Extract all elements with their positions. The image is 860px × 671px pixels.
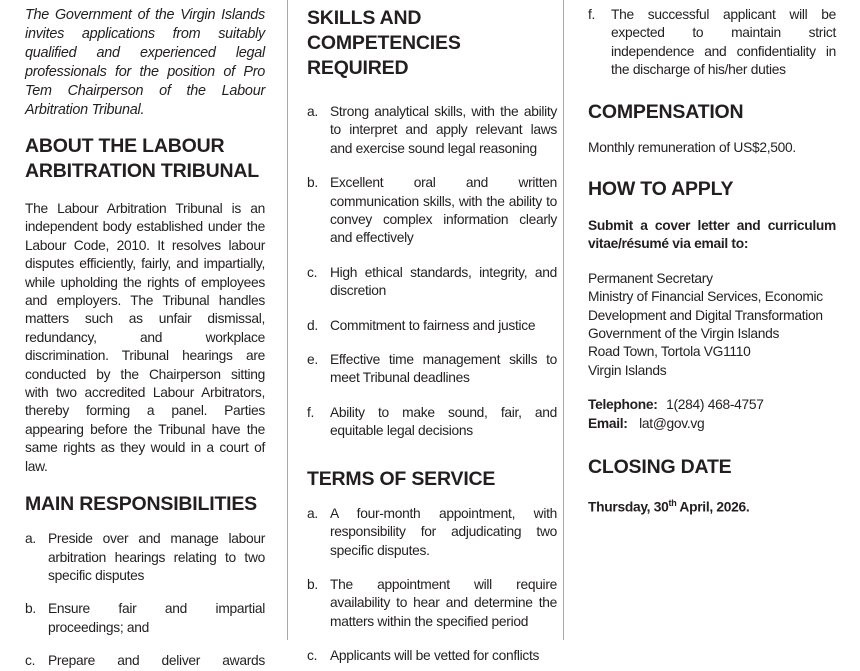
list-item-text: Ensure fair and impartial proceedings; and <box>48 601 265 635</box>
list-marker: f. <box>307 404 315 420</box>
column-divider-left <box>287 0 288 640</box>
address-line: Virgin Islands <box>588 362 667 378</box>
terms-of-service-heading: TERMS OF SERVICE <box>307 467 496 490</box>
intro-paragraph: The Government of the Virgin Islands invites applications from suitably qualified and experienced legal professionals for the position of Pro Tem Chairperson of the Labour Arbitration Tribunal. <box>25 7 265 118</box>
list-marker: f. <box>588 7 596 22</box>
list-marker: c. <box>307 264 318 280</box>
closing-date-prefix: Thursday, 30 <box>588 499 669 515</box>
terms-item <box>307 505 557 560</box>
main-responsibilities-heading: MAIN RESPONSIBILITIES <box>25 493 257 516</box>
list-marker: b. <box>25 601 36 617</box>
responsibility-item <box>25 600 265 637</box>
how-to-apply-heading: HOW TO APPLY <box>588 178 734 201</box>
responsibility-item <box>25 652 265 670</box>
list-item-text: Ability to make sound, fair, and equitable legal decisions <box>330 404 557 439</box>
list-marker: b. <box>307 576 318 592</box>
closing-date-ordinal: th <box>668 498 677 509</box>
telephone-line <box>588 396 836 414</box>
skill-item <box>307 317 557 335</box>
address-line: Permanent Secretary <box>588 270 713 286</box>
mailing-address <box>588 270 836 380</box>
column-divider-right <box>563 0 564 640</box>
email-line <box>588 415 836 433</box>
terms-item <box>307 647 557 665</box>
list-marker: d. <box>307 317 318 333</box>
compensation-body: Monthly remuneration of US$2,500. <box>588 139 796 155</box>
address-line: Government of the Virgin Islands <box>588 326 780 342</box>
list-marker: e. <box>307 352 318 368</box>
list-marker: a. <box>307 505 318 521</box>
terms-item <box>307 576 557 631</box>
about-tribunal-body: The Labour Arbitration Tribunal is an independent body established under the Labour Code, 2010. It resolves labour disputes efficiently, fairly, and impartially, while upholding the rights of employees and employers. The Tribunal handles matters such as unfair dismissal, redundancy, and workplace discrimination. Tribunal hearings are conducted by the Chairperson sitting with two accredited Labour Arbitrators, thereby forming a panel. Parties appearing before the Tribunal have the same rights as they would in a court of law. <box>25 201 265 474</box>
address-line: Road Town, Tortola VG1110 <box>588 344 751 360</box>
closing-date-heading: CLOSING DATE <box>588 456 732 479</box>
responsibility-item <box>25 530 265 585</box>
list-marker: a. <box>307 104 318 119</box>
list-marker: a. <box>25 531 36 547</box>
skills-heading: SKILLS AND COMPETENCIES REQUIRED <box>307 7 461 79</box>
list-item-text: Preside over and manage labour arbitration hearings relating to two specific disputes <box>48 531 265 583</box>
email-label: Email: <box>588 415 628 431</box>
list-marker: c. <box>307 648 318 664</box>
list-item-text: Effective time management skills to meet Tribunal deadlines <box>330 352 557 386</box>
list-item-text: Prepare and deliver awards <box>48 653 265 669</box>
closing-date-suffix: April, 2026. <box>676 499 750 515</box>
telephone-value: 1(284) 468-4757 <box>666 397 764 413</box>
right-column <box>588 6 836 517</box>
skill-item <box>307 351 557 388</box>
address-line: Ministry of Financial Services, Economic Development and Digital Transformation <box>588 289 823 323</box>
list-item-text: Strong analytical skills, with the ability to interpret and apply relevant laws and exercise sound legal reasoning <box>330 104 557 156</box>
skill-item <box>307 103 557 158</box>
list-marker: c. <box>25 653 36 669</box>
about-tribunal-heading: ABOUT THE LABOUR ARBITRATION TRIBUNAL <box>25 135 259 182</box>
list-item-text: High ethical standards, integrity, and discretion <box>330 264 557 299</box>
list-item-text: The successful applicant will be expected to maintain strict independence and confidentiality in the discharge of his/her duties <box>611 7 836 78</box>
list-item-text: Applicants will be vetted for conflicts <box>330 648 540 664</box>
middle-column <box>307 6 557 666</box>
skill-item <box>307 174 557 248</box>
skill-item-continuation <box>588 6 836 80</box>
closing-date-value <box>588 494 836 517</box>
apply-instruction: Submit a cover letter and curriculum vitae/résumé via email to: <box>588 218 836 252</box>
contact-block <box>588 396 836 433</box>
telephone-label: Telephone: <box>588 397 658 413</box>
email-value: lat@gov.vg <box>639 415 705 431</box>
list-item-text: A four-month appointment, with responsibility for adjudicating two specific disputes. <box>330 505 557 558</box>
compensation-heading: COMPENSATION <box>588 100 744 123</box>
list-item-text: Excellent oral and written communication skills, with the ability to convey complex information clearly and effectively <box>330 175 557 246</box>
list-item-text: Commitment to fairness and justice <box>330 317 536 333</box>
list-item-text: The appointment will require availability to hear and determine the matters within the specified period <box>330 576 557 629</box>
skill-item <box>307 404 557 441</box>
left-column <box>25 6 265 671</box>
list-marker: b. <box>307 175 318 191</box>
skill-item <box>307 264 557 301</box>
